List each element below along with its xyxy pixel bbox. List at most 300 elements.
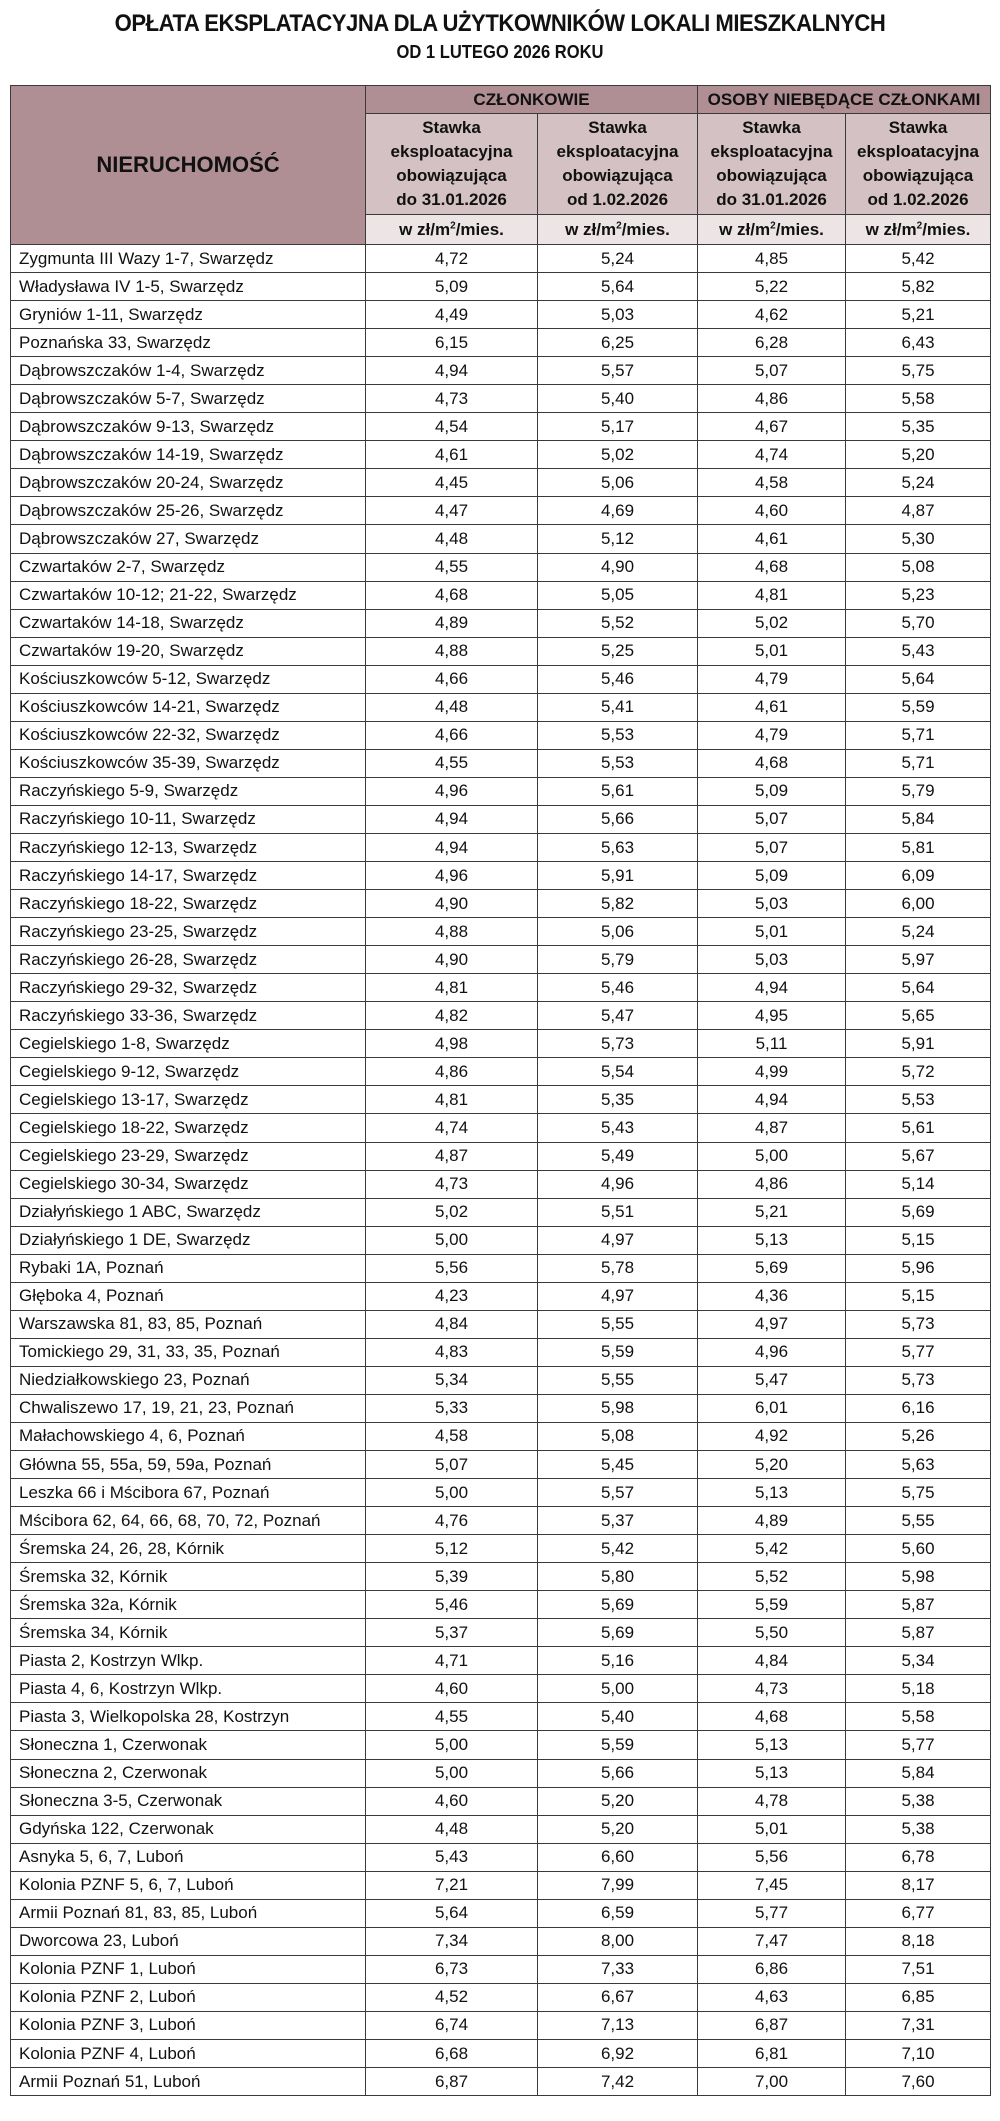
table-row — [11, 1030, 991, 1058]
property-name: Cegielskiego 9-12, Swarzędz — [11, 1058, 366, 1086]
non-members-rate-old: 4,95 — [698, 1002, 846, 1030]
header-group-members: CZŁONKOWIE — [366, 86, 698, 114]
property-name: Śremska 34, Kórnik — [11, 1619, 366, 1647]
members-rate-old: 4,83 — [366, 1338, 538, 1366]
header-column-line: do 31.01.2026 — [716, 190, 827, 209]
non-members-rate-new: 5,84 — [846, 1759, 991, 1787]
members-rate-new: 4,96 — [538, 1170, 698, 1198]
non-members-rate-new: 5,87 — [846, 1619, 991, 1647]
non-members-rate-new: 5,15 — [846, 1282, 991, 1310]
members-rate-old: 6,68 — [366, 2040, 538, 2068]
header-group-non-members: OSOBY NIEBĘDĄCE CZŁONKAMI — [698, 86, 991, 114]
members-rate-old: 4,81 — [366, 974, 538, 1002]
non-members-rate-old: 6,87 — [698, 2011, 846, 2039]
non-members-rate-new: 5,53 — [846, 1086, 991, 1114]
table-row — [11, 974, 991, 1002]
members-rate-new: 7,13 — [538, 2011, 698, 2039]
property-name: Główna 55, 55a, 59, 59a, Poznań — [11, 1451, 366, 1479]
members-rate-new: 5,91 — [538, 862, 698, 890]
non-members-rate-new: 7,60 — [846, 2068, 991, 2096]
header-column-line: Stawka — [742, 118, 801, 137]
table-row — [11, 1254, 991, 1282]
members-rate-old: 4,48 — [366, 525, 538, 553]
non-members-rate-new: 5,20 — [846, 441, 991, 469]
property-name: Rybaki 1A, Poznań — [11, 1254, 366, 1282]
non-members-rate-new: 5,84 — [846, 805, 991, 833]
property-name: Kolonia PZNF 4, Luboń — [11, 2040, 366, 2068]
members-rate-new: 5,49 — [538, 1142, 698, 1170]
non-members-rate-old: 4,79 — [698, 721, 846, 749]
header-property: NIERUCHOMOŚĆ — [11, 86, 366, 245]
property-name: Armii Poznań 51, Luboń — [11, 2068, 366, 2096]
property-name: Leszka 66 i Mścibora 67, Poznań — [11, 1479, 366, 1507]
non-members-rate-old: 4,36 — [698, 1282, 846, 1310]
members-rate-old: 4,48 — [366, 693, 538, 721]
table-body — [11, 245, 991, 2096]
table-row — [11, 1675, 991, 1703]
members-rate-new: 5,82 — [538, 890, 698, 918]
non-members-rate-new: 5,26 — [846, 1422, 991, 1450]
table-row — [11, 301, 991, 329]
non-members-rate-new: 5,21 — [846, 301, 991, 329]
table-row — [11, 862, 991, 890]
non-members-rate-old: 6,86 — [698, 1955, 846, 1983]
property-name: Cegielskiego 1-8, Swarzędz — [11, 1030, 366, 1058]
non-members-rate-new: 5,43 — [846, 637, 991, 665]
non-members-rate-new: 6,78 — [846, 1843, 991, 1871]
members-rate-old: 4,84 — [366, 1310, 538, 1338]
non-members-rate-old: 4,68 — [698, 1703, 846, 1731]
members-rate-new: 5,52 — [538, 609, 698, 637]
non-members-rate-new: 5,59 — [846, 693, 991, 721]
property-name: Kościuszkowców 5-12, Swarzędz — [11, 665, 366, 693]
table-row — [11, 2068, 991, 2096]
members-rate-old: 7,21 — [366, 1871, 538, 1899]
members-rate-new: 5,37 — [538, 1507, 698, 1535]
non-members-rate-old: 5,01 — [698, 1815, 846, 1843]
non-members-rate-old: 5,09 — [698, 777, 846, 805]
members-rate-new: 5,20 — [538, 1787, 698, 1815]
non-members-rate-new: 5,60 — [846, 1535, 991, 1563]
non-members-rate-new: 5,30 — [846, 525, 991, 553]
header-column-2 — [538, 114, 698, 215]
members-rate-new: 5,53 — [538, 721, 698, 749]
members-rate-old: 4,61 — [366, 441, 538, 469]
members-rate-old: 4,73 — [366, 385, 538, 413]
non-members-rate-new: 5,65 — [846, 1002, 991, 1030]
members-rate-old: 5,46 — [366, 1591, 538, 1619]
property-name: Raczyńskiego 26-28, Swarzędz — [11, 946, 366, 974]
property-name: Raczyńskiego 14-17, Swarzędz — [11, 862, 366, 890]
members-rate-old: 5,00 — [366, 1479, 538, 1507]
unit-suffix: /mies. — [922, 219, 971, 239]
table-row — [11, 805, 991, 833]
members-rate-new: 5,78 — [538, 1254, 698, 1282]
members-rate-old: 5,07 — [366, 1451, 538, 1479]
property-name: Poznańska 33, Swarzędz — [11, 329, 366, 357]
members-rate-old: 4,52 — [366, 1983, 538, 2011]
non-members-rate-old: 4,68 — [698, 749, 846, 777]
non-members-rate-new: 5,77 — [846, 1731, 991, 1759]
unit-superscript: 2 — [770, 219, 776, 231]
members-rate-new: 6,59 — [538, 1899, 698, 1927]
table-row — [11, 1142, 991, 1170]
property-name: Piasta 4, 6, Kostrzyn Wlkp. — [11, 1675, 366, 1703]
non-members-rate-new: 5,24 — [846, 918, 991, 946]
members-rate-old: 4,96 — [366, 862, 538, 890]
non-members-rate-old: 5,13 — [698, 1731, 846, 1759]
members-rate-old: 5,09 — [366, 273, 538, 301]
header-unit-1 — [366, 215, 538, 245]
members-rate-old: 6,73 — [366, 1955, 538, 1983]
table-row — [11, 469, 991, 497]
members-rate-old: 4,48 — [366, 1815, 538, 1843]
unit-prefix: w zł/m — [399, 219, 451, 239]
non-members-rate-new: 5,77 — [846, 1338, 991, 1366]
non-members-rate-old: 5,69 — [698, 1254, 846, 1282]
non-members-rate-old: 5,01 — [698, 918, 846, 946]
table-row — [11, 1002, 991, 1030]
table-row — [11, 1535, 991, 1563]
members-rate-old: 6,15 — [366, 329, 538, 357]
members-rate-old: 4,89 — [366, 609, 538, 637]
members-rate-old: 5,02 — [366, 1198, 538, 1226]
property-name: Słoneczna 2, Czerwonak — [11, 1759, 366, 1787]
table-row — [11, 1731, 991, 1759]
members-rate-new: 5,03 — [538, 301, 698, 329]
property-name: Dąbrowszczaków 25-26, Swarzędz — [11, 497, 366, 525]
header-column-line: obowiązująca — [562, 166, 673, 185]
property-name: Śremska 32a, Kórnik — [11, 1591, 366, 1619]
non-members-rate-old: 4,68 — [698, 553, 846, 581]
table-row — [11, 693, 991, 721]
non-members-rate-new: 5,91 — [846, 1030, 991, 1058]
members-rate-new: 8,00 — [538, 1927, 698, 1955]
non-members-rate-old: 5,50 — [698, 1619, 846, 1647]
property-name: Gryniów 1-11, Swarzędz — [11, 301, 366, 329]
table-row — [11, 721, 991, 749]
table-row — [11, 1479, 991, 1507]
members-rate-old: 4,54 — [366, 413, 538, 441]
members-rate-new: 5,25 — [538, 637, 698, 665]
members-rate-new: 5,64 — [538, 273, 698, 301]
members-rate-old: 4,66 — [366, 721, 538, 749]
non-members-rate-old: 4,58 — [698, 469, 846, 497]
members-rate-old: 4,86 — [366, 1058, 538, 1086]
non-members-rate-new: 5,63 — [846, 1451, 991, 1479]
members-rate-new: 5,24 — [538, 245, 698, 273]
property-name: Władysława IV 1-5, Swarzędz — [11, 273, 366, 301]
members-rate-old: 4,90 — [366, 890, 538, 918]
property-name: Kościuszkowców 35-39, Swarzędz — [11, 749, 366, 777]
members-rate-old: 4,82 — [366, 1002, 538, 1030]
property-name: Śremska 32, Kórnik — [11, 1563, 366, 1591]
non-members-rate-old: 4,61 — [698, 693, 846, 721]
non-members-rate-new: 5,73 — [846, 1310, 991, 1338]
non-members-rate-new: 5,69 — [846, 1198, 991, 1226]
property-name: Zygmunta III Wazy 1-7, Swarzędz — [11, 245, 366, 273]
table-row — [11, 1843, 991, 1871]
header-column-4 — [846, 114, 991, 215]
members-rate-new: 5,16 — [538, 1647, 698, 1675]
table-row — [11, 357, 991, 385]
non-members-rate-old: 5,42 — [698, 1535, 846, 1563]
members-rate-old: 5,00 — [366, 1759, 538, 1787]
non-members-rate-old: 4,92 — [698, 1422, 846, 1450]
property-name: Raczyńskiego 5-9, Swarzędz — [11, 777, 366, 805]
members-rate-old: 5,37 — [366, 1619, 538, 1647]
members-rate-old: 5,39 — [366, 1563, 538, 1591]
non-members-rate-new: 6,16 — [846, 1394, 991, 1422]
table-row — [11, 1563, 991, 1591]
members-rate-new: 5,57 — [538, 1479, 698, 1507]
table-header — [11, 86, 991, 245]
members-rate-new: 5,41 — [538, 693, 698, 721]
property-name: Małachowskiego 4, 6, Poznań — [11, 1422, 366, 1450]
members-rate-new: 5,51 — [538, 1198, 698, 1226]
unit-prefix: w zł/m — [865, 219, 917, 239]
property-name: Kościuszkowców 14-21, Swarzędz — [11, 693, 366, 721]
non-members-rate-old: 4,61 — [698, 525, 846, 553]
non-members-rate-new: 5,15 — [846, 1226, 991, 1254]
table-row — [11, 1507, 991, 1535]
non-members-rate-old: 4,89 — [698, 1507, 846, 1535]
non-members-rate-old: 6,28 — [698, 329, 846, 357]
table-row — [11, 245, 991, 273]
property-name: Czwartaków 10-12; 21-22, Swarzędz — [11, 581, 366, 609]
table-row — [11, 946, 991, 974]
non-members-rate-new: 5,97 — [846, 946, 991, 974]
table-row — [11, 1591, 991, 1619]
members-rate-new: 5,35 — [538, 1086, 698, 1114]
property-name: Dąbrowszczaków 27, Swarzędz — [11, 525, 366, 553]
non-members-rate-old: 6,01 — [698, 1394, 846, 1422]
non-members-rate-old: 5,07 — [698, 833, 846, 861]
property-name: Kolonia PZNF 3, Luboń — [11, 2011, 366, 2039]
header-column-line: eksploatacyjna — [710, 142, 833, 161]
property-name: Słoneczna 1, Czerwonak — [11, 1731, 366, 1759]
header-column-line: eksploatacyjna — [390, 142, 513, 161]
table-row — [11, 1647, 991, 1675]
members-rate-old: 5,56 — [366, 1254, 538, 1282]
members-rate-new: 5,54 — [538, 1058, 698, 1086]
non-members-rate-new: 5,71 — [846, 749, 991, 777]
table-row — [11, 413, 991, 441]
members-rate-old: 4,81 — [366, 1086, 538, 1114]
members-rate-old: 4,96 — [366, 777, 538, 805]
unit-suffix: /mies. — [621, 219, 670, 239]
non-members-rate-old: 5,13 — [698, 1479, 846, 1507]
non-members-rate-new: 5,24 — [846, 469, 991, 497]
non-members-rate-old: 4,67 — [698, 413, 846, 441]
property-name: Piasta 2, Kostrzyn Wlkp. — [11, 1647, 366, 1675]
members-rate-old: 4,94 — [366, 357, 538, 385]
members-rate-old: 5,33 — [366, 1394, 538, 1422]
unit-superscript: 2 — [450, 219, 456, 231]
non-members-rate-new: 6,85 — [846, 1983, 991, 2011]
members-rate-old: 7,34 — [366, 1927, 538, 1955]
header-column-line: do 31.01.2026 — [396, 190, 507, 209]
non-members-rate-new: 5,71 — [846, 721, 991, 749]
members-rate-new: 5,59 — [538, 1731, 698, 1759]
header-column-line: eksploatacyjna — [556, 142, 679, 161]
non-members-rate-new: 5,64 — [846, 665, 991, 693]
table-row — [11, 1338, 991, 1366]
non-members-rate-old: 4,99 — [698, 1058, 846, 1086]
rates-table — [10, 85, 991, 2096]
table-row — [11, 1927, 991, 1955]
property-name: Raczyńskiego 23-25, Swarzędz — [11, 918, 366, 946]
header-unit-3 — [698, 215, 846, 245]
table-row — [11, 918, 991, 946]
non-members-rate-old: 5,07 — [698, 805, 846, 833]
non-members-rate-old: 4,81 — [698, 581, 846, 609]
non-members-rate-new: 8,17 — [846, 1871, 991, 1899]
members-rate-new: 5,05 — [538, 581, 698, 609]
non-members-rate-new: 6,77 — [846, 1899, 991, 1927]
property-name: Kościuszkowców 22-32, Swarzędz — [11, 721, 366, 749]
non-members-rate-old: 4,96 — [698, 1338, 846, 1366]
members-rate-new: 5,55 — [538, 1310, 698, 1338]
table-row — [11, 581, 991, 609]
property-name: Asnyka 5, 6, 7, Luboń — [11, 1843, 366, 1871]
property-name: Chwaliszewo 17, 19, 21, 23, Poznań — [11, 1394, 366, 1422]
table-row — [11, 2040, 991, 2068]
non-members-rate-old: 4,84 — [698, 1647, 846, 1675]
non-members-rate-new: 5,73 — [846, 1366, 991, 1394]
property-name: Śremska 24, 26, 28, Kórnik — [11, 1535, 366, 1563]
unit-suffix: /mies. — [455, 219, 504, 239]
non-members-rate-new: 6,43 — [846, 329, 991, 357]
header-column-line: Stawka — [588, 118, 647, 137]
members-rate-old: 4,71 — [366, 1647, 538, 1675]
non-members-rate-old: 5,22 — [698, 273, 846, 301]
table-row — [11, 1422, 991, 1450]
non-members-rate-old: 5,56 — [698, 1843, 846, 1871]
table-row — [11, 329, 991, 357]
table-row — [11, 1366, 991, 1394]
non-members-rate-old: 5,03 — [698, 890, 846, 918]
table-row — [11, 2011, 991, 2039]
members-rate-new: 5,59 — [538, 1338, 698, 1366]
members-rate-new: 5,80 — [538, 1563, 698, 1591]
members-rate-old: 4,88 — [366, 637, 538, 665]
members-rate-old: 4,55 — [366, 749, 538, 777]
members-rate-new: 5,06 — [538, 918, 698, 946]
table-row — [11, 1310, 991, 1338]
members-rate-new: 5,02 — [538, 441, 698, 469]
property-name: Mścibora 62, 64, 66, 68, 70, 72, Poznań — [11, 1507, 366, 1535]
non-members-rate-old: 5,11 — [698, 1030, 846, 1058]
members-rate-old: 5,43 — [366, 1843, 538, 1871]
property-name: Gdyńska 122, Czerwonak — [11, 1815, 366, 1843]
non-members-rate-new: 5,64 — [846, 974, 991, 1002]
table-row — [11, 1983, 991, 2011]
non-members-rate-old: 4,73 — [698, 1675, 846, 1703]
property-name: Dąbrowszczaków 5-7, Swarzędz — [11, 385, 366, 413]
members-rate-old: 4,73 — [366, 1170, 538, 1198]
header-column-line: Stawka — [422, 118, 481, 137]
table-row — [11, 497, 991, 525]
members-rate-new: 5,73 — [538, 1030, 698, 1058]
members-rate-new: 5,43 — [538, 1114, 698, 1142]
members-rate-old: 5,34 — [366, 1366, 538, 1394]
members-rate-old: 4,60 — [366, 1787, 538, 1815]
non-members-rate-new: 5,61 — [846, 1114, 991, 1142]
members-rate-new: 5,46 — [538, 974, 698, 1002]
table-row — [11, 833, 991, 861]
members-rate-old: 4,45 — [366, 469, 538, 497]
members-rate-old: 4,94 — [366, 805, 538, 833]
table-row — [11, 1787, 991, 1815]
property-name: Raczyńskiego 10-11, Swarzędz — [11, 805, 366, 833]
non-members-rate-new: 4,87 — [846, 497, 991, 525]
members-rate-old: 4,76 — [366, 1507, 538, 1535]
property-name: Dąbrowszczaków 14-19, Swarzędz — [11, 441, 366, 469]
members-rate-new: 4,90 — [538, 553, 698, 581]
non-members-rate-new: 5,34 — [846, 1647, 991, 1675]
header-column-line: Stawka — [888, 118, 948, 137]
header-column-line: eksploatacyjna — [857, 142, 979, 161]
non-members-rate-new: 5,87 — [846, 1591, 991, 1619]
members-rate-new: 6,92 — [538, 2040, 698, 2068]
property-name: Działyńskiego 1 ABC, Swarzędz — [11, 1198, 366, 1226]
property-name: Cegielskiego 30-34, Swarzędz — [11, 1170, 366, 1198]
table-row — [11, 525, 991, 553]
members-rate-old: 4,49 — [366, 301, 538, 329]
non-members-rate-old: 4,86 — [698, 1170, 846, 1198]
non-members-rate-new: 5,82 — [846, 273, 991, 301]
property-name: Kolonia PZNF 5, 6, 7, Luboń — [11, 1871, 366, 1899]
members-rate-new: 6,25 — [538, 329, 698, 357]
table-row — [11, 890, 991, 918]
table-row — [11, 1815, 991, 1843]
table-row — [11, 273, 991, 301]
members-rate-old: 4,47 — [366, 497, 538, 525]
property-name: Dąbrowszczaków 9-13, Swarzędz — [11, 413, 366, 441]
property-name: Kolonia PZNF 2, Luboń — [11, 1983, 366, 2011]
table-row — [11, 1282, 991, 1310]
non-members-rate-old: 4,87 — [698, 1114, 846, 1142]
members-rate-new: 5,47 — [538, 1002, 698, 1030]
non-members-rate-new: 5,38 — [846, 1815, 991, 1843]
members-rate-new: 5,61 — [538, 777, 698, 805]
members-rate-new: 5,98 — [538, 1394, 698, 1422]
members-rate-old: 4,72 — [366, 245, 538, 273]
non-members-rate-new: 5,75 — [846, 357, 991, 385]
non-members-rate-old: 5,09 — [698, 862, 846, 890]
members-rate-new: 4,97 — [538, 1282, 698, 1310]
members-rate-new: 5,66 — [538, 805, 698, 833]
members-rate-new: 5,08 — [538, 1422, 698, 1450]
table-row — [11, 777, 991, 805]
property-name: Dworcowa 23, Luboń — [11, 1927, 366, 1955]
property-name: Kolonia PZNF 1, Luboń — [11, 1955, 366, 1983]
table-row — [11, 1394, 991, 1422]
property-name: Raczyńskiego 29-32, Swarzędz — [11, 974, 366, 1002]
non-members-rate-old: 4,79 — [698, 665, 846, 693]
property-name: Cegielskiego 23-29, Swarzędz — [11, 1142, 366, 1170]
non-members-rate-old: 4,63 — [698, 1983, 846, 2011]
header-column-line: od 1.02.2026 — [566, 190, 669, 209]
table-row — [11, 1899, 991, 1927]
members-rate-old: 4,55 — [366, 553, 538, 581]
property-name: Raczyńskiego 33-36, Swarzędz — [11, 1002, 366, 1030]
non-members-rate-old: 5,21 — [698, 1198, 846, 1226]
members-rate-new: 5,12 — [538, 525, 698, 553]
non-members-rate-new: 8,18 — [846, 1927, 991, 1955]
table-row — [11, 1198, 991, 1226]
